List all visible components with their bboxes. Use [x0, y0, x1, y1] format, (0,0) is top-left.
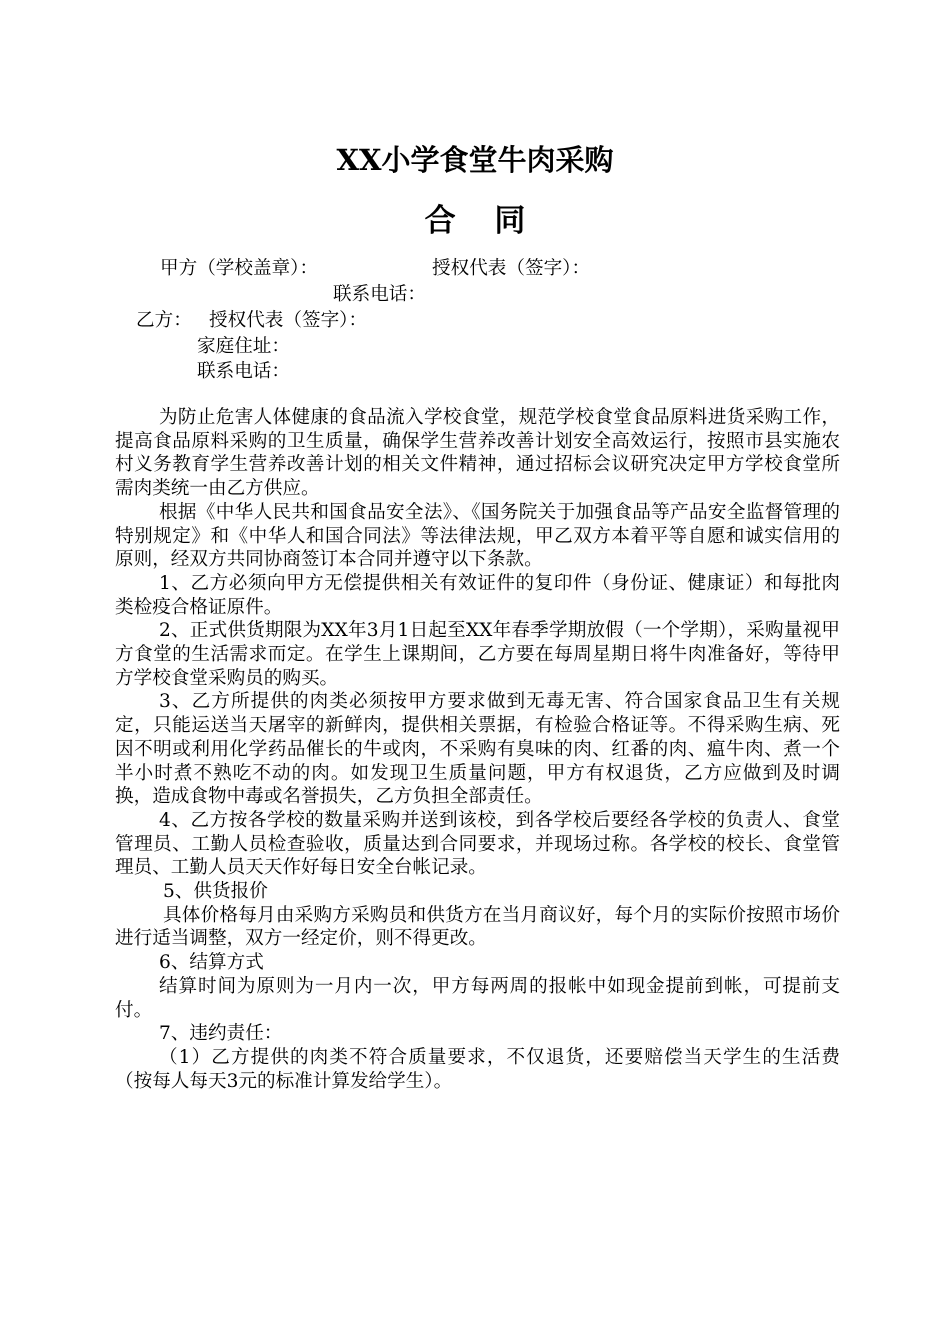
- paragraph-preamble: 为防止危害人体健康的食品流入学校食堂，规范学校食堂食品原料进货采购工作，提高食品原料采购的卫生质量，确保学生营养改善计划安全高效运行，按照市县实施农村义务教育学生营养改善计划的相关文件精神，通过招标会议研究决定甲方学校食堂所需肉类统一由乙方供应。: [115, 407, 840, 500]
- clause-5-text: 具体价格每月由采购方采购员和供货方在当月商议好，每个月的实际价按照市场价进行适当调整，双方一经定价，则不得更改。: [115, 904, 840, 950]
- clause-2: 2、正式供货期限为XX年3月1日起至XX年春季学期放假（一个学期），采购量视甲方食堂的生活需求而定。在学生上课期间，乙方要在每周星期日将牛肉准备好，等待甲方学校食堂采购员的购买。: [115, 620, 840, 689]
- contract-subtitle: 合 同: [424, 203, 540, 239]
- party-a-label: 甲方（学校盖章）：: [160, 258, 319, 279]
- party-b-representative: 授权代表（签字）：: [209, 310, 368, 331]
- clause-5-heading: 5、供货报价: [163, 881, 268, 903]
- party-b-phone: 联系电话：: [197, 361, 290, 382]
- party-a-representative: 授权代表（签字）：: [432, 258, 591, 279]
- clause-6-heading: 6、结算方式: [159, 952, 264, 974]
- contract-title: XX小学食堂牛肉采购: [336, 143, 614, 177]
- party-b-address: 家庭住址：: [197, 336, 290, 357]
- clause-7-heading: 7、违约责任：: [159, 1023, 283, 1045]
- clause-4: 4、乙方按各学校的数量采购并送到该校，到各学校后要经各学校的负责人、食堂管理员、工勤人员检查验收，质量达到合同要求，并现场过称。各学校的校长、食堂管理员、工勤人员天天作好每日安全台帐记录。: [115, 809, 840, 879]
- clause-6-text: 结算时间为原则为一月内一次，甲方每两周的报帐中如现金提前到帐，可提前支付。: [115, 975, 840, 1021]
- contract-body: [115, 406, 840, 1093]
- party-a-phone: 联系电话：: [333, 284, 426, 305]
- clause-1: 1、乙方必须向甲方无偿提供相关有效证件的复印件（身份证、健康证）和每批肉类检疫合格证原件。: [115, 572, 840, 618]
- party-b-label: 乙方：: [136, 310, 192, 331]
- clause-3: 3、乙方所提供的肉类必须按甲方要求做到无毒无害、符合国家食品卫生有关规定，只能运送当天屠宰的新鲜肉，提供相关票据，有检验合格证等。不得采购生病、死因不明或利用化学药品催长的牛或肉，不采购有臭味的肉、红番的肉、瘟牛肉、煮一个半小时煮不熟吃不动的肉。如发现卫生质量问题，甲方有权退货，乙方应做到及时调换，造成食物中毒或名誉损失，乙方负担全部责任。: [115, 691, 840, 808]
- clause-7-item-1: （1）乙方提供的肉类不符合质量要求，不仅退货，还要赔偿当天学生的生活费（按每人每天3元的标准计算发给学生）。: [115, 1046, 840, 1092]
- paragraph-legal-basis: 根据《中华人民共和国食品安全法》、《国务院关于加强食品等产品安全监督管理的特别规定》和《中华人和国合同法》等法律法规，甲乙双方本着平等自愿和诚实信用的原则，经双方共同协商签订本合同并遵守以下条款。: [115, 501, 840, 571]
